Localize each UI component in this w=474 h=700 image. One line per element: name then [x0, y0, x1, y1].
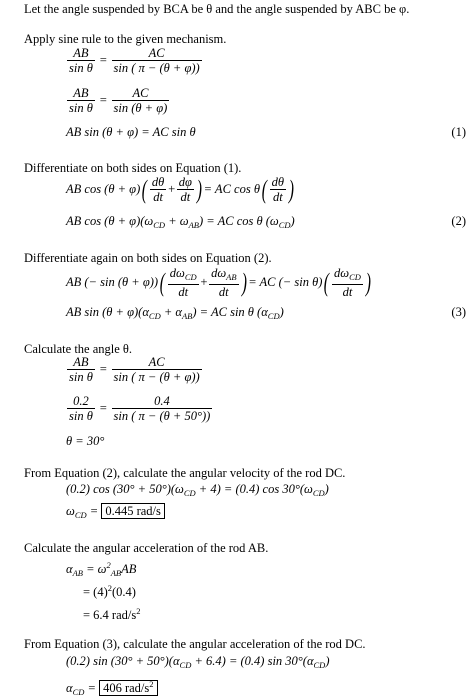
equation-number-2: (2) [451, 214, 466, 228]
second-derivative-eq-2: AB $\sin (\theta + \varphi)(\alpha_{CD} + \alpha_{AB})$ = AC sin θ $(\alpha_{CD})$ [66, 305, 284, 321]
answer-box-acceleration: 406 rad/$s^2$ [99, 680, 157, 696]
angular-velocity-eq: (0.2) $\cos (30^\circ + 50^\circ)(\omega_{CD} + 4) = (0.4)$ $\cos 30^\circ(\omega_{CD})$ [66, 482, 329, 498]
angular-acceleration-ab-line-1: $\alpha_{AB} = \omega^2_{AB}AB$ [66, 560, 137, 578]
sine-rule-eq-1: $\frac{AB}{\text{sin θ}}$ = $\frac{AC}{\sin ( \pi - (\theta + \varphi))}$ [69, 46, 200, 75]
angular-acceleration-dc-eq: (0.2) $\sin (30^\circ + 50^\circ)(\alpha_{CD} + 6.4) = (0.4)$ $\sin 30^\circ(\alpha_{CD})$ [66, 654, 330, 670]
equation-number-3: (3) [451, 305, 466, 319]
intro-text: Let the angle suspended by BCA be θ and the angle suspended by ABC be φ. [24, 2, 410, 16]
answer-box-velocity: 0.445 rad/s [101, 503, 165, 519]
differentiate-heading-2: Differentiate again on both sides on Equation (2). [24, 251, 272, 265]
sine-rule-eq-2: $\frac{AB}{\text{sin θ}}$ = $\frac{AC}{\sin (\theta + \varphi)}$ [69, 86, 168, 115]
angular-acceleration-ab-line-2: = $(4)^2(0.4)$ [83, 583, 136, 599]
angle-heading: Calculate the angle θ. [24, 342, 133, 356]
differentiate-heading-1: Differentiate on both sides on Equation (1). [24, 161, 242, 175]
angle-result: θ = 30° [66, 434, 105, 448]
angular-acceleration-ab-line-3: = 6.4 rad/$s^2$ [83, 606, 141, 622]
angle-eq-1: $\frac{AB}{\text{sin θ}}$ = $\frac{AC}{\sin ( \pi - (\theta + \varphi))}$ [69, 355, 200, 384]
angular-acceleration-ab-heading: Calculate the angular acceleration of the rod AB. [24, 541, 269, 555]
differentiate-eq-2: AB $\cos (\theta + \varphi)(\omega_{CD} + \omega_{AB})$ = AC cos θ $(\omega_{CD})$ [66, 214, 295, 230]
angular-acceleration-dc-answer: $\alpha_{CD} = 406$ rad/$s^2$ [66, 677, 158, 700]
angular-acceleration-dc-heading: From Equation (3), calculate the angular acceleration of the rod DC. [24, 637, 366, 651]
differentiate-eq-1: AB cos (θ + φ)( $\frac{d\theta}{dt}$ + $\frac{d\varphi}{dt}$ ) = AC cos θ( $\frac{d\theta}{dt}$ ) [66, 174, 294, 204]
angle-eq-2: $\frac{0.2}{\text{sin θ}}$ = $\frac{0.4}{\sin ( \pi - (\theta + 50^\circ))}$ [69, 394, 211, 423]
second-derivative-eq-1: AB (− sin (θ + φ))( $\frac{d\omega_{CD}}{dt}$ + $\frac{d\omega_{AB}}{dt}$ ) = AC (− sin θ)( $\frac{d\omega_{CD}}{dt}$ ) [66, 266, 371, 299]
sine-rule-eq-3: AB sin (θ + φ) = AC sin θ [66, 125, 196, 139]
angular-velocity-heading: From Equation (2), calculate the angular velocity of the rod DC. [24, 466, 346, 480]
angular-velocity-answer: $\omega_{CD} = 0.445$ rad/s [66, 504, 165, 523]
sine-rule-heading: Apply sine rule to the given mechanism. [24, 32, 227, 46]
equation-number-1: (1) [451, 125, 466, 139]
